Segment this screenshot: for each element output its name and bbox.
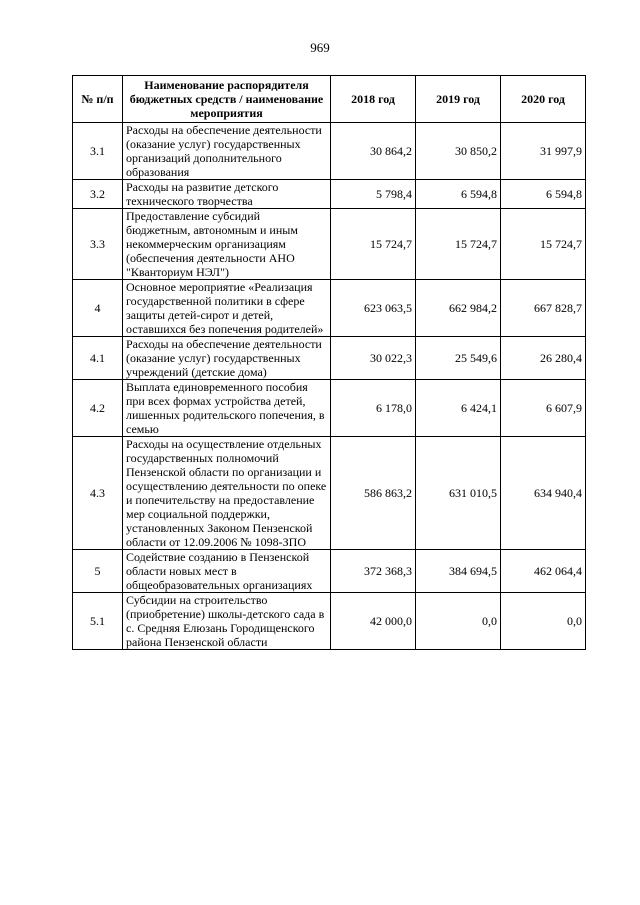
row-name: Выплата единовременного пособия при всех формах устройства детей, лишенных родительского попечения, в семью: [123, 380, 331, 437]
table-row: [73, 123, 586, 180]
header-2020: 2020 год: [501, 76, 586, 123]
row-name: Предоставление субсидий бюджетным, автономным и иным некоммерческим организациям (обеспечения деятельности АНО "Кванториум НЭЛ"): [123, 209, 331, 280]
row-2019: 6 424,1: [416, 380, 501, 437]
table-row: [73, 180, 586, 209]
row-num: 4.2: [73, 380, 123, 437]
row-num: 5.1: [73, 593, 123, 650]
row-2020: 462 064,4: [501, 550, 586, 593]
header-name: Наименование распорядителя бюджетных средств / наименование мероприятия: [123, 76, 331, 123]
row-name: Расходы на обеспечение деятельности (оказание услуг) государственных организаций дополнительного образования: [123, 123, 331, 180]
row-2020: 667 828,7: [501, 280, 586, 337]
row-num: 3.1: [73, 123, 123, 180]
row-2020: 0,0: [501, 593, 586, 650]
table-row: [73, 437, 586, 550]
table-row: [73, 337, 586, 380]
table-row: [73, 209, 586, 280]
row-num: 3.3: [73, 209, 123, 280]
row-2019: 0,0: [416, 593, 501, 650]
header-2018: 2018 год: [331, 76, 416, 123]
header-2019: 2019 год: [416, 76, 501, 123]
row-2020: 6 607,9: [501, 380, 586, 437]
row-name: Расходы на осуществление отдельных государственных полномочий Пензенской области по организации и осуществлению деятельности по опеке и попечительству на предоставление мер социальной поддержки, установленных Законом Пензенской области от 12.09.2006 № 1098-ЗПО: [123, 437, 331, 550]
row-2019: 6 594,8: [416, 180, 501, 209]
row-2019: 30 850,2: [416, 123, 501, 180]
row-name: Расходы на развитие детского технического творчества: [123, 180, 331, 209]
row-2020: 26 280,4: [501, 337, 586, 380]
row-name: Субсидии на строительство (приобретение) школы-детского сада в с. Средняя Елюзань Городищенского района Пензенской области: [123, 593, 331, 650]
row-name: Основное мероприятие «Реализация государственной политики в сфере защиты детей-сирот и детей, оставшихся без попечения родителей»: [123, 280, 331, 337]
row-2019: 25 549,6: [416, 337, 501, 380]
table-header-row: [73, 76, 586, 123]
budget-table: [72, 75, 586, 650]
table-row: [73, 280, 586, 337]
row-num: 5: [73, 550, 123, 593]
row-num: 4.1: [73, 337, 123, 380]
row-2020: 31 997,9: [501, 123, 586, 180]
page-number: 969: [310, 40, 330, 55]
table-row: [73, 550, 586, 593]
row-2018: 372 368,3: [331, 550, 416, 593]
row-name: Расходы на обеспечение деятельности (оказание услуг) государственных учреждений (детские дома): [123, 337, 331, 380]
row-2019: 631 010,5: [416, 437, 501, 550]
row-2018: 623 063,5: [331, 280, 416, 337]
row-2020: 634 940,4: [501, 437, 586, 550]
table-row: [73, 380, 586, 437]
row-2018: 30 022,3: [331, 337, 416, 380]
row-2018: 6 178,0: [331, 380, 416, 437]
row-num: 3.2: [73, 180, 123, 209]
row-2018: 586 863,2: [331, 437, 416, 550]
row-2018: 5 798,4: [331, 180, 416, 209]
row-name: Содействие созданию в Пензенской области новых мест в общеобразовательных организациях: [123, 550, 331, 593]
row-2018: 30 864,2: [331, 123, 416, 180]
row-2020: 6 594,8: [501, 180, 586, 209]
row-num: 4.3: [73, 437, 123, 550]
row-2019: 15 724,7: [416, 209, 501, 280]
row-2019: 384 694,5: [416, 550, 501, 593]
row-2020: 15 724,7: [501, 209, 586, 280]
header-num: № п/п: [73, 76, 123, 123]
table-row: [73, 593, 586, 650]
row-2018: 42 000,0: [331, 593, 416, 650]
row-2019: 662 984,2: [416, 280, 501, 337]
row-num: 4: [73, 280, 123, 337]
row-2018: 15 724,7: [331, 209, 416, 280]
